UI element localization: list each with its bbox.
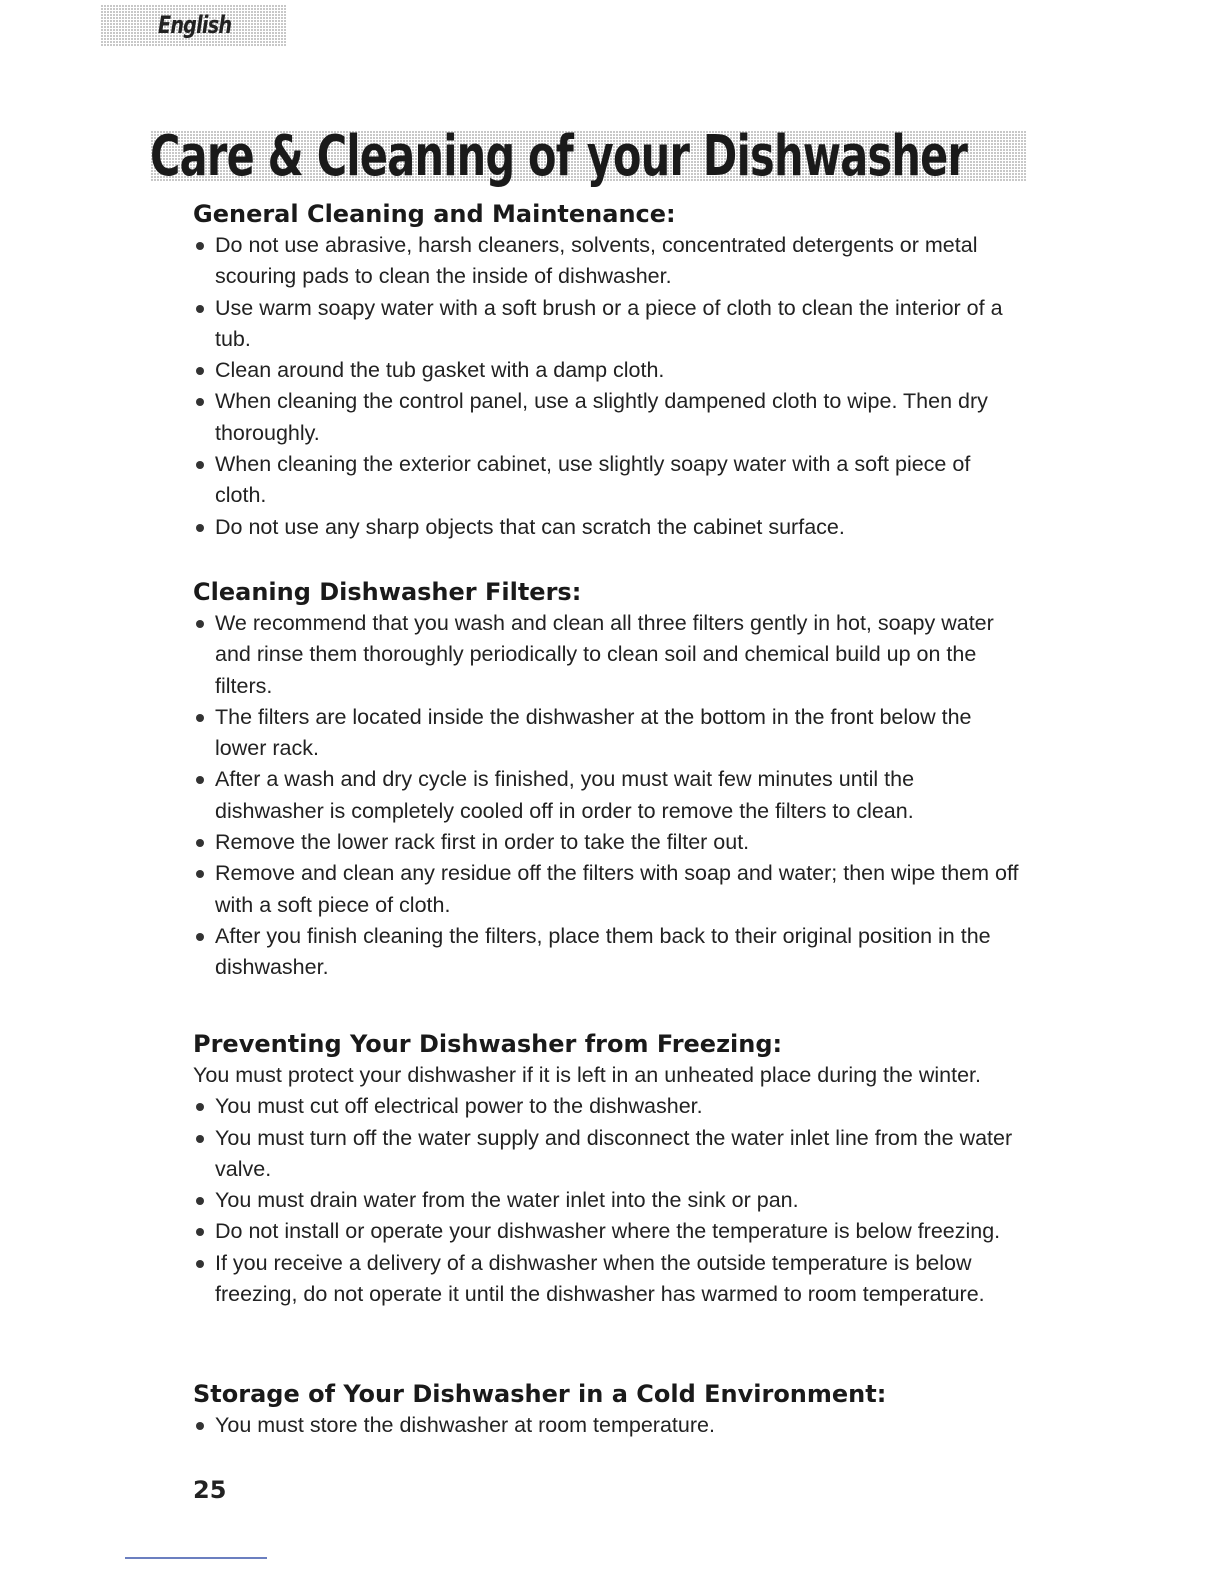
list-item-text: When cleaning the exterior cabinet, use slightly soapy water with a soft piece of cloth.	[215, 452, 971, 508]
list-item-text: After you finish cleaning the filters, place them back to their original position in the dishwasher.	[215, 923, 991, 980]
list-item	[193, 386, 1023, 449]
list-item	[193, 702, 1023, 765]
list-item-text: Remove and clean any residue off the filters with soap and water; then wipe them off with a soft piece of cloth.	[215, 861, 1019, 917]
list-item-text: You must store the dishwasher at room temperature.	[215, 1413, 715, 1437]
bullet-list	[193, 230, 1023, 543]
language-label: English	[158, 11, 232, 39]
list-item-text: You must turn off the water supply and disconnect the water inlet line from the water valve.	[215, 1125, 1013, 1181]
section-intro: You must protect your dishwasher if it is left in an unheated place during the winter.	[193, 1063, 981, 1087]
bullet-icon	[196, 1103, 204, 1111]
section	[193, 1028, 1023, 1310]
section-heading: Cleaning Dishwasher Filters:	[193, 578, 582, 606]
bullet-icon	[196, 620, 204, 628]
bullet-icon	[196, 524, 204, 532]
bullet-icon	[196, 1135, 204, 1143]
list-item	[193, 1248, 1023, 1311]
bullet-icon	[196, 1228, 204, 1236]
list-item	[193, 1410, 1023, 1441]
list-item-text: Remove the lower rack first in order to take the filter out.	[215, 830, 750, 855]
list-item	[193, 827, 1023, 858]
bullet-icon	[196, 1422, 204, 1430]
bullet-icon	[196, 839, 204, 847]
bullet-icon	[196, 933, 204, 941]
list-item	[193, 1185, 1023, 1216]
page-title: Care & Cleaning of your Dishwasher	[150, 124, 968, 189]
list-item	[193, 293, 1023, 356]
list-item-text: Do not use abrasive, harsh cleaners, solvents, concentrated detergents or metal scouring pads to clean the inside of dishwasher.	[215, 233, 978, 289]
bullet-icon	[196, 242, 204, 250]
list-item	[193, 921, 1023, 984]
list-item-text: The filters are located inside the dishwasher at the bottom in the front below the lower rack.	[215, 704, 972, 761]
section	[193, 1378, 1023, 1441]
bullet-icon	[196, 776, 204, 784]
section	[193, 198, 1023, 543]
bullet-list	[193, 1410, 1023, 1441]
bullet-icon	[196, 305, 204, 313]
section-heading: Storage of Your Dishwasher in a Cold Environment:	[193, 1380, 887, 1408]
section	[193, 576, 1023, 984]
list-item-text: Do not install or operate your dishwasher where the temperature is below freezing.	[215, 1219, 1001, 1244]
bullet-icon	[196, 714, 204, 722]
language-tab	[100, 5, 286, 47]
list-item	[193, 1091, 1023, 1122]
page-number: 25	[193, 1476, 227, 1504]
list-item-text: You must cut off electrical power to the dishwasher.	[215, 1094, 703, 1119]
bullet-icon	[196, 398, 204, 406]
footer-rule	[125, 1557, 267, 1559]
list-item-text: Clean around the tub gasket with a damp cloth.	[215, 358, 665, 383]
list-item-text: You must drain water from the water inlet into the sink or pan.	[215, 1188, 799, 1213]
list-item	[193, 1123, 1023, 1186]
list-item	[193, 858, 1023, 921]
list-item-text: We recommend that you wash and clean all three filters gently in hot, soapy water and rinse them thoroughly periodically to clean soil and chemical build up on the filters.	[215, 611, 994, 698]
list-item	[193, 1216, 1023, 1247]
section-heading: Preventing Your Dishwasher from Freezing:	[193, 1030, 783, 1058]
list-item-text: Use warm soapy water with a soft brush or a piece of cloth to clean the interior of a tub.	[215, 295, 1003, 351]
bullet-list	[193, 1091, 1023, 1310]
list-item	[193, 512, 1023, 543]
bullet-icon	[196, 367, 204, 375]
list-item	[193, 608, 1023, 702]
bullet-icon	[196, 870, 204, 878]
list-item	[193, 355, 1023, 386]
list-item-text: Do not use any sharp objects that can scratch the cabinet surface.	[215, 514, 845, 539]
section-heading: General Cleaning and Maintenance:	[193, 200, 676, 228]
list-item-text: After a wash and dry cycle is finished, you must wait few minutes until the dishwasher is completely cooled off in order to remove the filters to clean.	[215, 767, 915, 823]
list-item	[193, 449, 1023, 512]
list-item	[193, 764, 1023, 827]
bullet-icon	[196, 1197, 204, 1205]
list-item	[193, 230, 1023, 293]
bullet-icon	[196, 461, 204, 469]
bullet-icon	[196, 1260, 204, 1268]
list-item-text: When cleaning the control panel, use a slightly dampened cloth to wipe. Then dry thoroughly.	[215, 389, 988, 445]
title-band	[150, 124, 1026, 189]
bullet-list	[193, 608, 1023, 984]
list-item-text: If you receive a delivery of a dishwasher when the outside temperature is below freezing, do not operate it until the dishwasher has warmed to room temperature.	[215, 1250, 985, 1307]
